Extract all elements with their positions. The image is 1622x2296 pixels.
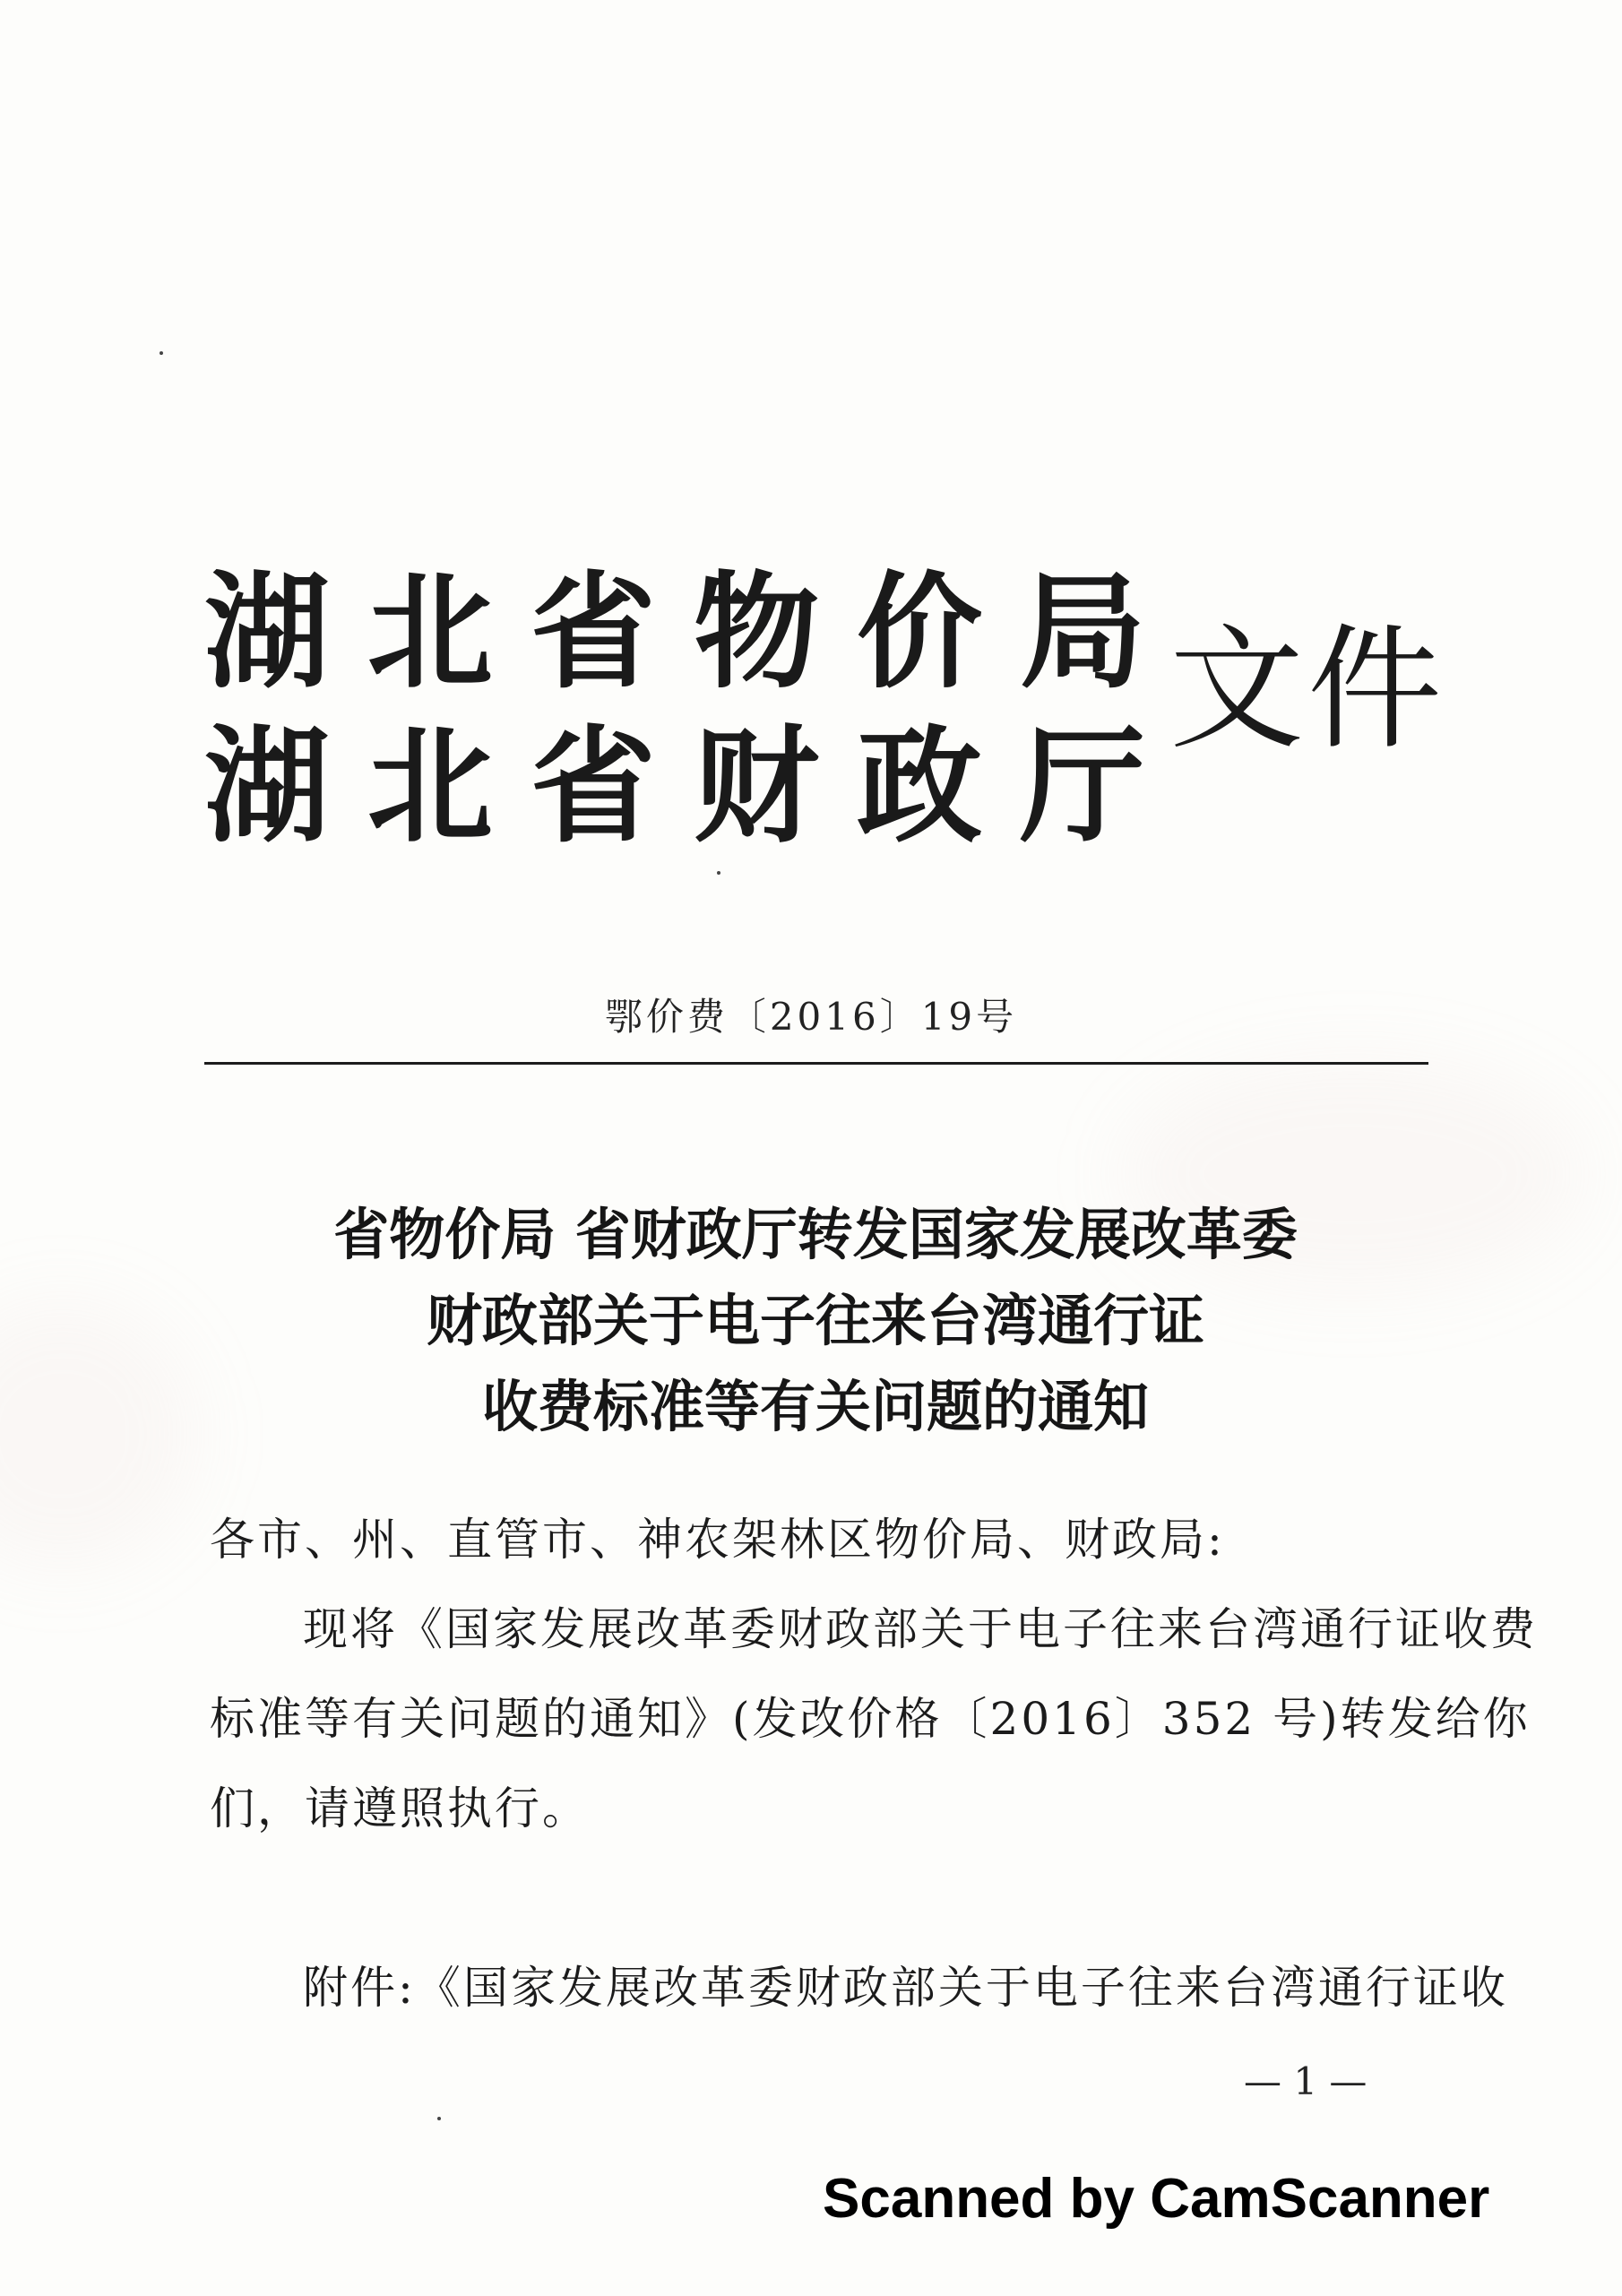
body-line: 们，请遵照执行。 [210,1782,590,1834]
page-number: — 1 — [1244,2059,1367,2103]
document-body [210,1495,1538,2033]
issuing-authorities [204,556,1184,864]
scan-speck [717,871,720,875]
issuer-line-finance-dept: 湖北省财政厅 [204,713,1184,860]
attachment-line: 附件:《国家发展改革委财政部关于电子往来台湾通行证收 [303,1962,1508,2014]
document-title [179,1192,1452,1450]
title-line: 省物价局 省财政厅转发国家发展改革委 [333,1202,1298,1267]
header-divider [204,1062,1428,1065]
paragraph-gap [210,1853,1437,1943]
title-line: 财政部关于电子往来台湾通行证 [426,1288,1204,1353]
scan-speck [160,351,163,355]
doc-type-suffix: 文件 [1169,612,1446,768]
body-line: 标准等有关问题的通知》(发改价格〔2016〕352 号)转发给你 [210,1693,1531,1745]
scan-tint [0,1299,197,1568]
camscanner-watermark: Scanned by CamScanner [823,2168,1490,2230]
issuer-line-price-bureau: 湖北省物价局 [204,559,1184,706]
title-line: 收费标准等有关问题的通知 [481,1374,1149,1439]
document-number: 鄂价费〔2016〕19号 [604,995,1018,1039]
body-line: 现将《国家发展改革委财政部关于电子往来台湾通行证收费 [303,1603,1538,1655]
scan-speck [437,2117,441,2120]
salutation: 各市、州、直管市、神农架林区物价局、财政局: [210,1514,1225,1566]
